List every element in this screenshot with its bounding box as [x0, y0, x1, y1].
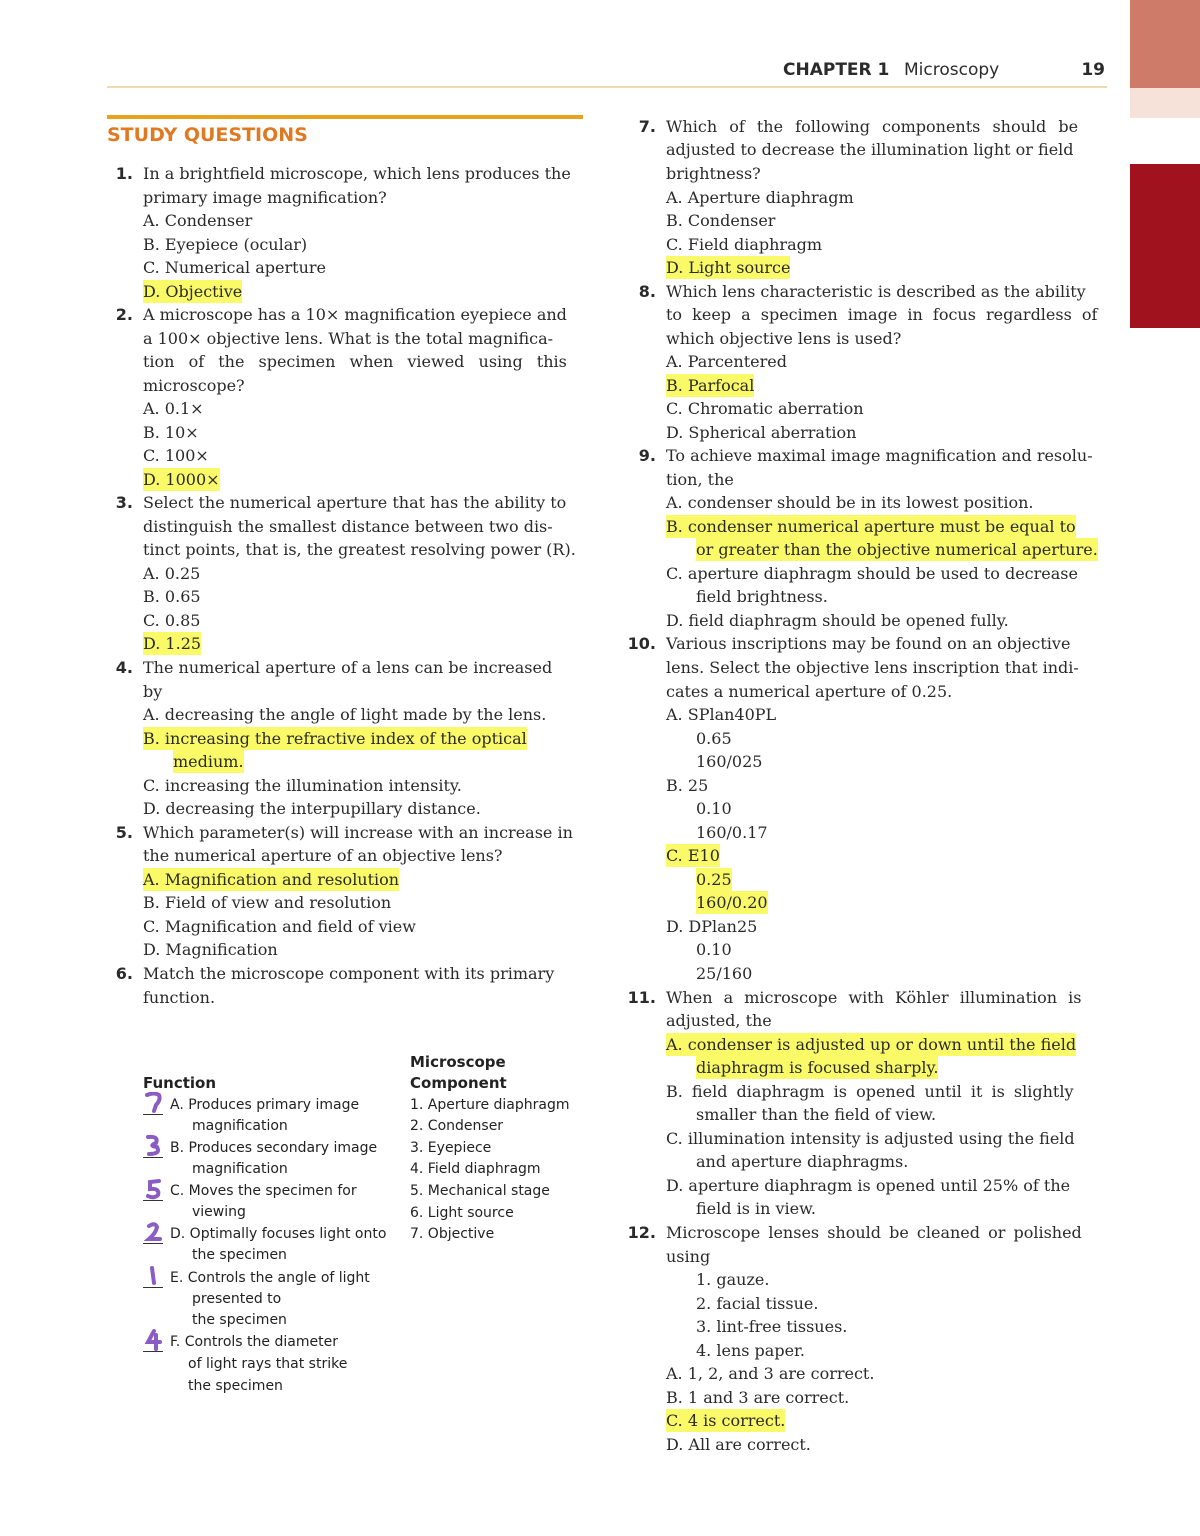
answer-option: B. Condenser — [666, 211, 776, 230]
question-text: Select the numerical aperture that has the ability to — [143, 493, 567, 512]
answer-option: C. 100× — [143, 446, 209, 465]
answer-option: A. 1, 2, and 3 are correct. — [666, 1364, 875, 1383]
function-item: E. Controls the angle of light — [170, 1270, 370, 1286]
question-text: adjusted, the — [666, 1011, 772, 1030]
component-item: 1. Aperture diaphragm — [410, 1097, 570, 1113]
answer-option: B. Eyepiece (ocular) — [143, 235, 308, 254]
answer-option: C. 0.85 — [143, 611, 201, 630]
handwritten-3-mark — [144, 1134, 166, 1158]
question-number: 8. — [638, 282, 656, 301]
answer-option: C. Chromatic aberration — [666, 399, 864, 418]
answer-option: 160/025 — [696, 752, 763, 771]
function-item: magnification — [192, 1118, 288, 1134]
question-text: In a brightfield microscope, which lens produces the — [143, 164, 571, 183]
question-text: using — [666, 1247, 711, 1266]
list-item: 1. gauze. — [696, 1270, 770, 1289]
list-item: 4. lens paper. — [696, 1341, 806, 1360]
question-text: the numerical aperture of an objective lens? — [143, 846, 503, 865]
function-item: of light rays that strike — [188, 1356, 348, 1372]
highlighted-answer: D. Light source — [666, 258, 791, 277]
section-title: STUDY QUESTIONS — [107, 124, 308, 146]
highlighted-answer: medium. — [173, 752, 244, 771]
highlighted-answer: A. condenser is adjusted up or down until the field — [666, 1035, 1077, 1054]
question-text: brightness? — [666, 164, 761, 183]
answer-option: A. condenser should be in its lowest position. — [666, 493, 1034, 512]
table-header-function: Function — [143, 1074, 217, 1092]
question-number: 4. — [115, 658, 133, 677]
answer-option: C. aperture diaphragm should be used to decrease — [666, 564, 1078, 583]
function-item: D. Optimally focuses light onto — [170, 1226, 387, 1242]
answer-option: 25/160 — [696, 964, 753, 983]
function-item: the specimen — [192, 1247, 287, 1263]
question-text: Which of the following components should be — [666, 117, 1079, 136]
question-number: 6. — [115, 964, 133, 983]
question-text: tion of the specimen when viewed using this — [143, 352, 567, 371]
function-item: A. Produces primary image — [170, 1097, 360, 1113]
answer-option: A. SPlan40PL — [666, 705, 777, 724]
question-text: to keep a specimen image in focus regardless of — [666, 305, 1098, 324]
section-rule — [107, 115, 583, 119]
highlighted-answer: or greater than the objective numerical aperture. — [696, 540, 1098, 559]
highlighted-answer: B. Parfocal — [666, 376, 755, 395]
answer-option: B. 25 — [666, 776, 709, 795]
table-header-component: Component — [410, 1074, 507, 1092]
handwritten-answer — [144, 1092, 166, 1116]
question-text: To achieve maximal image magnification and resolu- — [666, 446, 1093, 465]
answer-option: B. Field of view and resolution — [143, 893, 392, 912]
question-text: Which lens characteristic is described as the ability — [666, 282, 1086, 301]
answer-option: D. aperture diaphragm is opened until 25% of the — [666, 1176, 1071, 1195]
handwritten-answer — [144, 1265, 166, 1289]
header-rule — [107, 86, 1107, 88]
question-text: function. — [143, 988, 216, 1007]
answer-option: 0.10 — [696, 799, 732, 818]
question-text: Match the microscope component with its primary — [143, 964, 555, 983]
function-item: viewing — [192, 1204, 246, 1220]
answer-option: 0.10 — [696, 940, 732, 959]
handwritten-2-mark — [144, 1221, 166, 1245]
question-number: 3. — [115, 493, 133, 512]
function-item: magnification — [192, 1161, 288, 1177]
answer-option: field is in view. — [696, 1199, 817, 1218]
answer-option: 0.65 — [696, 729, 732, 748]
handwritten-answer — [144, 1221, 166, 1245]
question-text: Which parameter(s) will increase with an increase in — [143, 823, 573, 842]
chapter-tab-top — [1130, 0, 1200, 88]
highlighted-answer: diaphragm is focused sharply. — [696, 1058, 939, 1077]
answer-option: smaller than the field of view. — [696, 1105, 937, 1124]
table-header-component: Microscope — [410, 1053, 506, 1071]
answer-option: B. 10× — [143, 423, 199, 442]
question-text: primary image magnification? — [143, 188, 387, 207]
answer-option: C. increasing the illumination intensity. — [143, 776, 462, 795]
answer-option: B. 0.65 — [143, 587, 201, 606]
question-text: distinguish the smallest distance between two dis- — [143, 517, 553, 536]
component-item: 2. Condenser — [410, 1118, 504, 1134]
question-number: 9. — [638, 446, 656, 465]
highlighted-answer: 160/0.20 — [696, 893, 768, 912]
answer-option: C. Numerical aperture — [143, 258, 327, 277]
handwritten-1-mark — [144, 1265, 166, 1289]
handwritten-7-mark — [144, 1092, 166, 1116]
answer-option: D. Magnification — [143, 940, 278, 959]
question-text: microscope? — [143, 376, 245, 395]
component-item: 3. Eyepiece — [410, 1140, 492, 1156]
component-item: 5. Mechanical stage — [410, 1183, 550, 1199]
answer-option: A. Aperture diaphragm — [666, 188, 854, 207]
question-text: a 100× objective lens. What is the total magnifica- — [143, 329, 554, 348]
component-item: 6. Light source — [410, 1205, 514, 1221]
component-item: 7. Objective — [410, 1226, 495, 1242]
function-item: the specimen — [188, 1378, 283, 1394]
answer-option: A. 0.25 — [143, 564, 201, 583]
answer-option: C. Magnification and field of view — [143, 917, 416, 936]
question-text: adjusted to decrease the illumination light or field — [666, 140, 1074, 159]
component-item: 4. Field diaphragm — [410, 1161, 541, 1177]
highlighted-answer: D. 1.25 — [143, 634, 202, 653]
function-item: F. Controls the diameter — [170, 1334, 338, 1350]
answer-option: A. decreasing the angle of light made by the lens. — [143, 705, 547, 724]
answer-option: and aperture diaphragms. — [696, 1152, 909, 1171]
answer-option: D. DPlan25 — [666, 917, 758, 936]
highlighted-answer: A. Magnification and resolution — [143, 870, 400, 889]
highlighted-answer: D. Objective — [143, 282, 243, 301]
question-text: which objective lens is used? — [666, 329, 902, 348]
function-item: presented to — [192, 1291, 282, 1307]
highlighted-answer: C. E10 — [666, 846, 720, 865]
chapter-tab-red — [1130, 164, 1200, 328]
answer-option: D. field diaphragm should be opened fully. — [666, 611, 1009, 630]
question-text: When a microscope with Köhler illumination is — [666, 988, 1082, 1007]
chapter-topic: Microscopy — [904, 60, 1000, 80]
question-text: cates a numerical aperture of 0.25. — [666, 682, 953, 701]
handwritten-4-mark — [144, 1329, 166, 1353]
answer-option: B. 1 and 3 are correct. — [666, 1388, 850, 1407]
handwritten-answer — [144, 1329, 166, 1353]
page-number: 19 — [1081, 60, 1105, 80]
answer-option: B. field diaphragm is opened until it is slightly — [666, 1082, 1074, 1101]
chapter-tab-light — [1130, 88, 1200, 118]
question-text: tion, the — [666, 470, 734, 489]
highlighted-answer: B. increasing the refractive index of the optical — [143, 729, 527, 748]
question-number: 1. — [115, 164, 133, 183]
highlighted-answer: B. condenser numerical aperture must be equal to — [666, 517, 1076, 536]
list-item: 2. facial tissue. — [696, 1294, 819, 1313]
question-number: 12. — [627, 1223, 656, 1242]
chapter-label: CHAPTER 1 — [783, 60, 890, 80]
question-number: 7. — [638, 117, 656, 136]
highlighted-answer: C. 4 is correct. — [666, 1411, 786, 1430]
answer-option: A. 0.1× — [143, 399, 204, 418]
question-text: lens. Select the objective lens inscription that indi- — [666, 658, 1079, 677]
function-item: B. Produces secondary image — [170, 1140, 378, 1156]
question-number: 10. — [627, 634, 656, 653]
answer-option: C. Field diaphragm — [666, 235, 823, 254]
highlighted-answer: D. 1000× — [143, 470, 220, 489]
list-item: 3. lint-free tissues. — [696, 1317, 848, 1336]
answer-option: D. decreasing the interpupillary distance. — [143, 799, 481, 818]
running-header — [700, 60, 1105, 84]
question-number: 11. — [627, 988, 656, 1007]
answer-option: D. All are correct. — [666, 1435, 811, 1454]
handwritten-answer — [144, 1178, 166, 1202]
answer-option: A. Parcentered — [666, 352, 787, 371]
function-item: C. Moves the specimen for — [170, 1183, 357, 1199]
question-text: The numerical aperture of a lens can be increased — [143, 658, 553, 677]
question-text: Microscope lenses should be cleaned or polished — [666, 1223, 1082, 1242]
handwritten-answer — [144, 1134, 166, 1158]
question-text: tinct points, that is, the greatest resolving power (R). — [143, 540, 576, 559]
answer-option: field brightness. — [696, 587, 828, 606]
answer-option: D. Spherical aberration — [666, 423, 857, 442]
question-text: A microscope has a 10× magnification eyepiece and — [143, 305, 567, 324]
answer-option: A. Condenser — [143, 211, 253, 230]
question-number: 5. — [115, 823, 133, 842]
question-number: 2. — [115, 305, 133, 324]
function-item: the specimen — [192, 1312, 287, 1328]
handwritten-5-mark — [144, 1178, 166, 1202]
question-text: Various inscriptions may be found on an objective — [666, 634, 1071, 653]
answer-option: 160/0.17 — [696, 823, 768, 842]
question-text: by — [143, 682, 163, 701]
highlighted-answer: 0.25 — [696, 870, 732, 889]
answer-option: C. illumination intensity is adjusted using the field — [666, 1129, 1075, 1148]
